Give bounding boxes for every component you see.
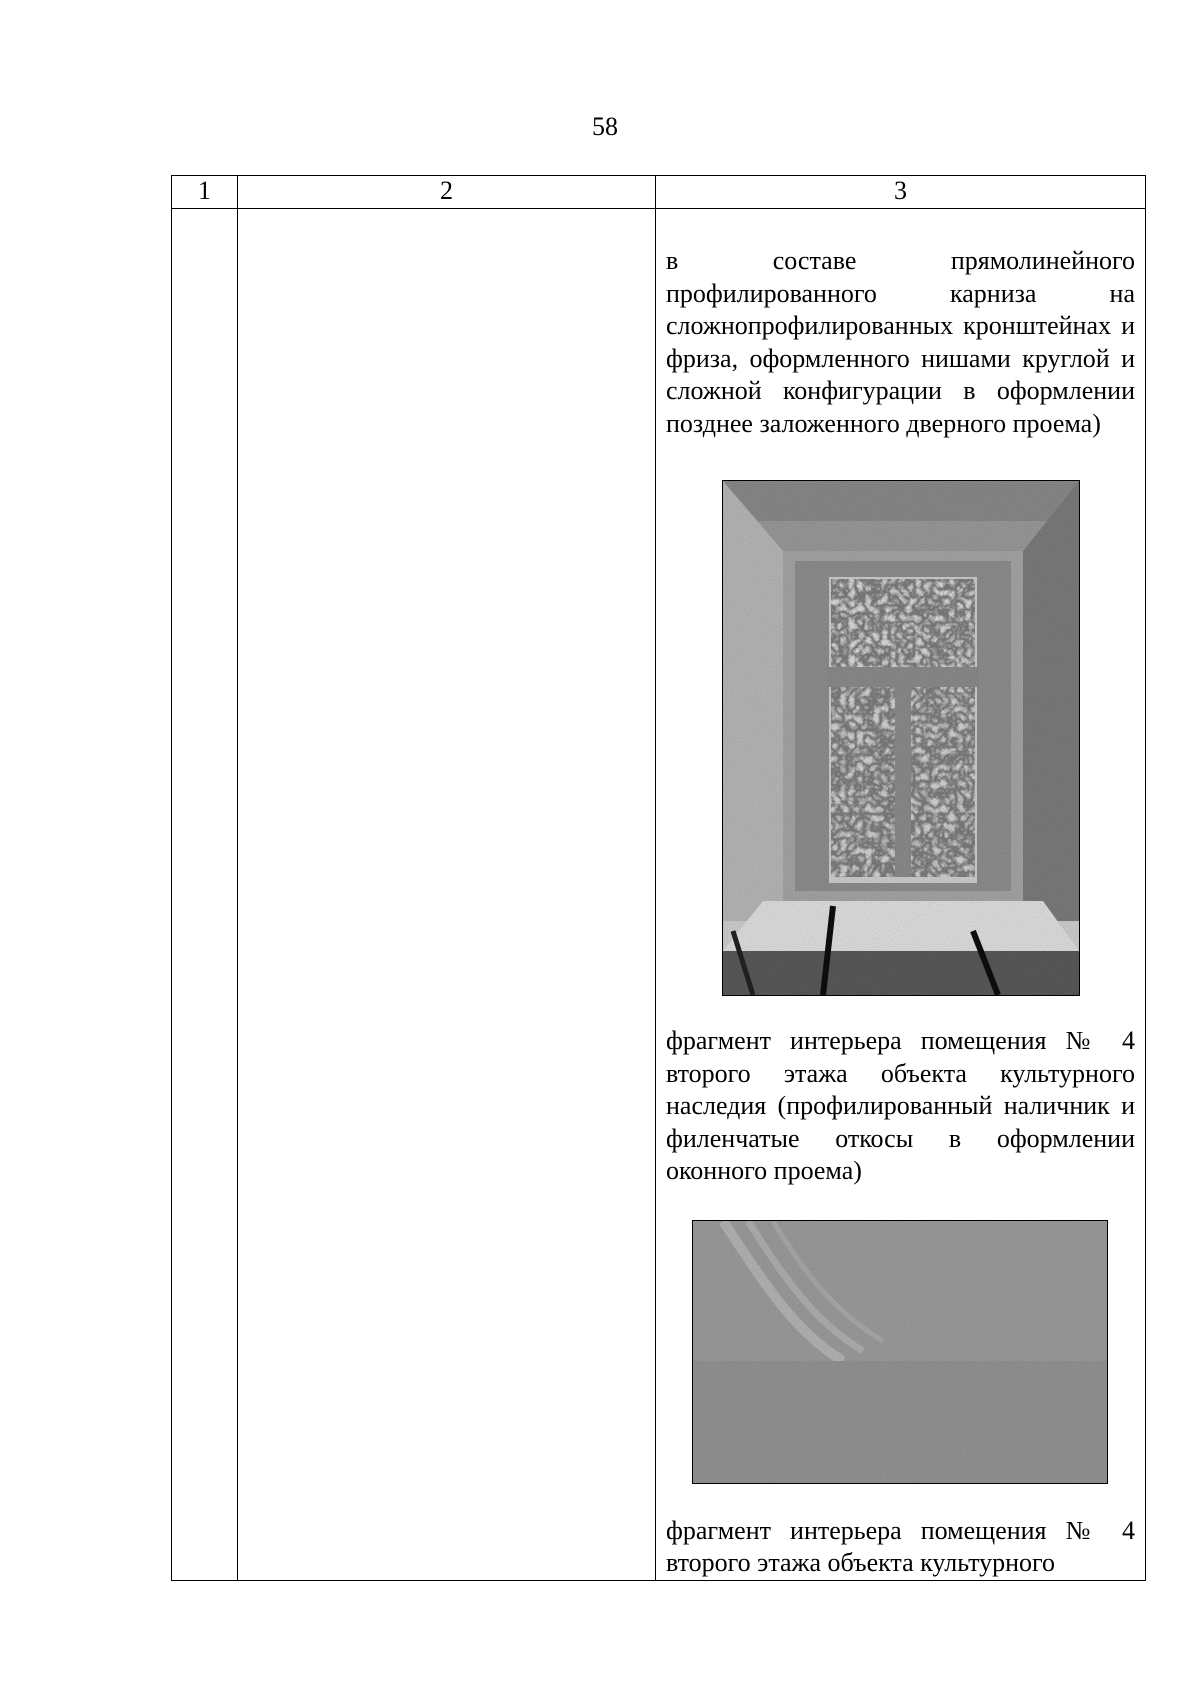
description-text: в составе прямолинейного профилированного карниза на сложнопрофилированных кронштейнах и фриза, оформленного нишами круглой и сложной конфигурации в оформлении позднее заложенного дверного проема) xyxy=(666,246,1135,438)
photo-caption: фрагмент интерьера помещения № 4 второго этажа объекта культурного наследия (профилированный наличник и филенчатые откосы в оформлении оконного проема) xyxy=(666,1026,1135,1185)
header-col-1: 1 xyxy=(172,176,238,209)
cell-col-2 xyxy=(238,209,656,1581)
cell-col-3 xyxy=(656,209,1146,1581)
header-col-3: 3 xyxy=(656,176,1146,209)
window-interior-photo xyxy=(722,480,1080,996)
interior-fragment-photo xyxy=(692,1220,1108,1484)
photo-caption-2: фрагмент интерьера помещения № 4 второго этажа объекта культурного xyxy=(666,1515,1135,1577)
heritage-table xyxy=(171,175,1146,1581)
cell-col-1 xyxy=(172,209,238,1581)
page-number: 58 xyxy=(592,112,618,141)
table-row xyxy=(172,209,1146,1581)
header-col-2: 2 xyxy=(238,176,656,209)
table-header-row xyxy=(172,176,1146,209)
